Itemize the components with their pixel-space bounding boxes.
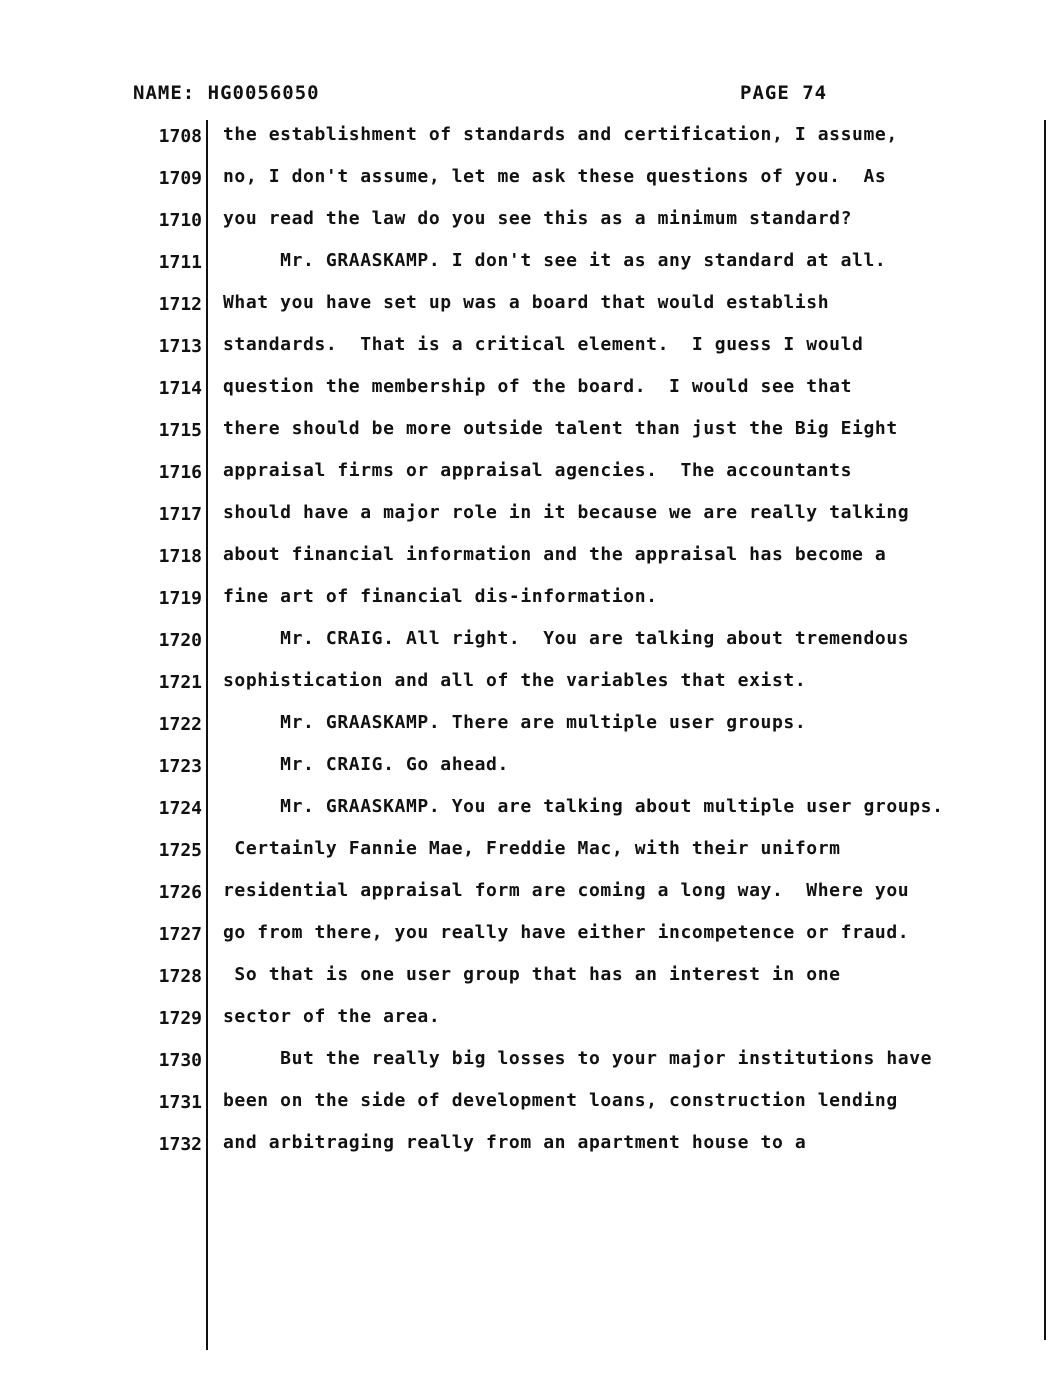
line-text: fine art of financial dis-information. <box>223 586 658 607</box>
line-text: Mr. CRAIG. Go ahead. <box>223 754 509 775</box>
transcript-line <box>0 122 1064 164</box>
transcript-line <box>0 500 1064 542</box>
line-text: the establishment of standards and certification, I assume, <box>223 124 898 145</box>
line-text: appraisal firms or appraisal agencies. The accountants <box>223 460 853 481</box>
transcript-line <box>0 710 1064 752</box>
transcript-line <box>0 332 1064 374</box>
transcript-line <box>0 920 1064 962</box>
transcript-line <box>0 668 1064 710</box>
transcript-line <box>0 836 1064 878</box>
line-text: Mr. CRAIG. All right. You are talking about tremendous <box>223 628 910 649</box>
transcript-line <box>0 626 1064 668</box>
line-text: been on the side of development loans, construction lending <box>223 1090 898 1111</box>
line-number: 1727 <box>158 924 202 945</box>
line-text: no, I don't assume, let me ask these questions of you. As <box>223 166 887 187</box>
line-number: 1716 <box>158 462 202 483</box>
line-text: Certainly Fannie Mae, Freddie Mac, with their uniform <box>223 838 841 859</box>
line-text: Mr. GRAASKAMP. There are multiple user groups. <box>223 712 807 733</box>
transcript-lines <box>0 122 1064 1172</box>
line-number: 1723 <box>158 756 202 777</box>
line-text: But the really big losses to your major institutions have <box>223 1048 933 1069</box>
line-number: 1708 <box>158 126 202 147</box>
transcript-line <box>0 248 1064 290</box>
transcript-line <box>0 542 1064 584</box>
line-number: 1712 <box>158 294 202 315</box>
line-text: you read the law do you see this as a minimum standard? <box>223 208 853 229</box>
line-number: 1709 <box>158 168 202 189</box>
transcript-line <box>0 416 1064 458</box>
page-number: PAGE 74 <box>740 82 828 104</box>
line-number: 1726 <box>158 882 202 903</box>
line-text: What you have set up was a board that would establish <box>223 292 830 313</box>
transcript-line <box>0 962 1064 1004</box>
line-number: 1713 <box>158 336 202 357</box>
transcript-line <box>0 878 1064 920</box>
line-text: sophistication and all of the variables that exist. <box>223 670 807 691</box>
line-text: Mr. GRAASKAMP. I don't see it as any standard at all. <box>223 250 887 271</box>
line-text: question the membership of the board. I would see that <box>223 376 853 397</box>
line-number: 1725 <box>158 840 202 861</box>
transcript-line <box>0 458 1064 500</box>
line-number: 1721 <box>158 672 202 693</box>
transcript-line <box>0 1130 1064 1172</box>
line-number: 1718 <box>158 546 202 567</box>
line-number: 1728 <box>158 966 202 987</box>
line-text: sector of the area. <box>223 1006 441 1027</box>
line-text: about financial information and the appraisal has become a <box>223 544 887 565</box>
line-number: 1720 <box>158 630 202 651</box>
line-number: 1719 <box>158 588 202 609</box>
line-text: and arbitraging really from an apartment house to a <box>223 1132 807 1153</box>
line-number: 1711 <box>158 252 202 273</box>
transcript-line <box>0 1088 1064 1130</box>
document-name: NAME: HG0056050 <box>133 82 320 104</box>
line-number: 1730 <box>158 1050 202 1071</box>
line-number: 1714 <box>158 378 202 399</box>
line-number: 1717 <box>158 504 202 525</box>
line-text: there should be more outside talent than just the Big Eight <box>223 418 898 439</box>
line-text: go from there, you really have either incompetence or fraud. <box>223 922 910 943</box>
transcript-line <box>0 1046 1064 1088</box>
line-number: 1729 <box>158 1008 202 1029</box>
transcript-line <box>0 290 1064 332</box>
transcript-line <box>0 1004 1064 1046</box>
line-text: should have a major role in it because we are really talking <box>223 502 910 523</box>
line-text: So that is one user group that has an interest in one <box>223 964 841 985</box>
transcript-line <box>0 752 1064 794</box>
line-number: 1710 <box>158 210 202 231</box>
line-text: standards. That is a critical element. I guess I would <box>223 334 864 355</box>
transcript-line <box>0 374 1064 416</box>
line-number: 1722 <box>158 714 202 735</box>
line-number: 1732 <box>158 1134 202 1155</box>
line-number: 1731 <box>158 1092 202 1113</box>
transcript-line <box>0 206 1064 248</box>
transcript-line <box>0 794 1064 836</box>
line-number: 1715 <box>158 420 202 441</box>
line-text: Mr. GRAASKAMP. You are talking about multiple user groups. <box>223 796 944 817</box>
transcript-line <box>0 164 1064 206</box>
transcript-line <box>0 584 1064 626</box>
line-number: 1724 <box>158 798 202 819</box>
line-text: residential appraisal form are coming a long way. Where you <box>223 880 910 901</box>
